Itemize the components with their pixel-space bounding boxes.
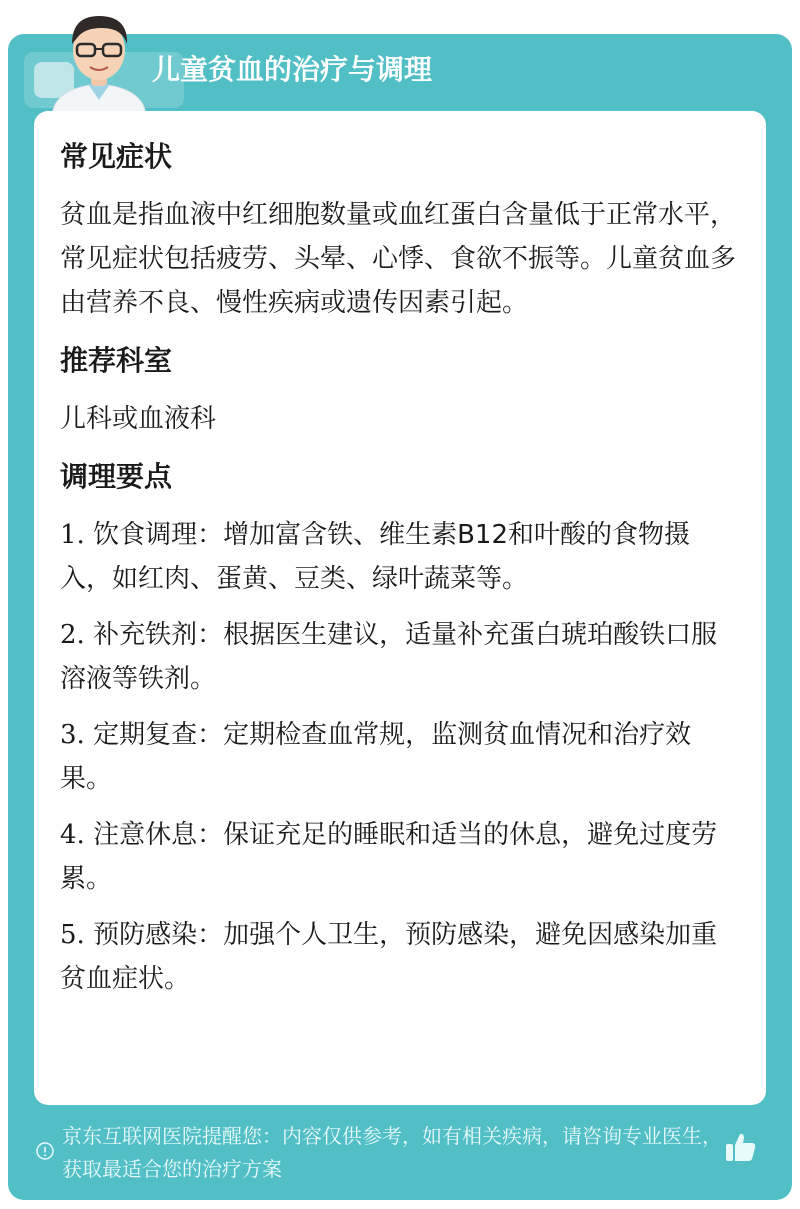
info-icon <box>36 1142 54 1160</box>
thumbs-up-icon[interactable] <box>724 1130 758 1164</box>
care-item-3: 3. 定期复查：定期检查血常规，监测贫血情况和治疗效果。 <box>60 720 692 794</box>
disclaimer-text: 京东互联网医院提醒您：内容仅供参考，如有相关疾病，请咨询专业医生，获取最适合您的治疗方案 <box>62 1124 722 1181</box>
care-item-2: 2. 补充铁剂：根据医生建议，适量补充蛋白琥珀酸铁口服溶液等铁剂。 <box>60 620 718 694</box>
content-card <box>34 111 766 1105</box>
care-item-5: 5. 预防感染：加强个人卫生，预防感染，避免因感染加重贫血症状。 <box>60 920 718 994</box>
department-heading: 推荐科室 <box>60 344 173 377</box>
care-item-1: 1. 饮食调理：增加富含铁、维生素B12和叶酸的食物摄入，如红肉、蛋黄、豆类、绿叶蔬菜等。 <box>60 520 690 594</box>
symptoms-text: 贫血是指血液中红细胞数量或血红蛋白含量低于正常水平，常见症状包括疲劳、头晕、心悸、食欲不振等。儿童贫血多由营养不良、慢性疾病或遗传因素引起。 <box>60 200 737 318</box>
care-list <box>60 513 740 1001</box>
care-heading: 调理要点 <box>60 460 173 493</box>
department-text: 儿科或血液科 <box>60 404 217 434</box>
symptoms-heading: 常见症状 <box>60 140 173 173</box>
care-item-4: 4. 注意休息：保证充足的睡眠和适当的休息，避免过度劳累。 <box>60 820 718 894</box>
page-title: 儿童贫血的治疗与调理 <box>152 53 433 86</box>
doctor-avatar <box>44 4 154 116</box>
